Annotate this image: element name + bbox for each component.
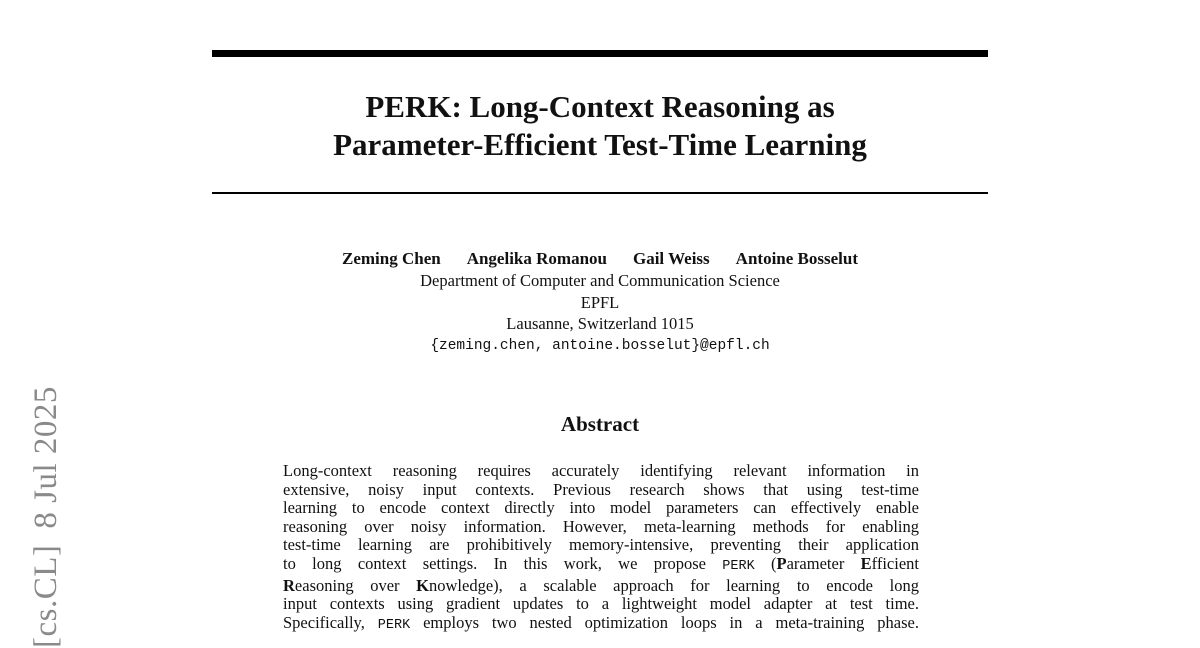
title-top-rule [212,50,988,57]
acronym-letter: P [776,554,787,573]
abstract-text: ( [754,554,777,573]
acronym-letter: K [416,576,430,595]
title-bottom-rule [212,192,988,194]
abstract-text: to long context settings. In this work, we propose [283,554,723,573]
abstract-text: nowledge), a scalable approach for learning to encode long [429,576,919,595]
abstract-line: extensive, noisy input contexts. Previous research shows that using test-time [283,480,919,499]
arxiv-stamp [26,386,66,648]
location: Lausanne, Switzerland 1015 [506,314,694,333]
author-email: {zeming.chen, antoine.bosselut}@epfl.ch [430,337,770,354]
acronym-letter: E [860,554,872,573]
abstract-text: employs two nested optimization loops in a meta-training phase. [410,613,919,632]
department: Department of Computer and Communication Science [420,271,780,290]
author-name: Angelika Romanou [466,249,607,268]
method-name: PERK [377,617,411,633]
author-name: Gail Weiss [632,249,710,268]
title-line-2: Parameter-Efficient Test-Time Learning [333,127,867,162]
author-block [212,248,988,357]
method-name: PERK [722,558,755,574]
abstract-text: Specifically, [283,613,378,632]
arxiv-category: [cs.CL] [28,544,64,648]
abstract-line: test-time learning are prohibitively memory-intensive, preventing their application [283,536,919,555]
abstract-text: easoning over [294,576,417,595]
author-name: Antoine Bosselut [735,249,858,268]
institution: EPFL [580,292,620,312]
abstract-line: learning to encode context directly into model parameters can effectively enable [283,499,919,518]
title-line-1: PERK: Long-Context Reasoning as [365,89,835,124]
abstract-text: arameter [786,554,861,573]
paper-title [212,88,988,164]
abstract-line [283,577,919,596]
author-name: Zeming Chen [341,249,441,268]
abstract-line [283,555,919,577]
abstract-line [283,614,919,636]
abstract-line: Long-context reasoning requires accurately identifying relevant information in [283,462,919,480]
abstract-body [283,462,919,635]
arxiv-date: 8 Jul 2025 [28,386,64,529]
abstract-line: input contexts using gradient updates to a lightweight model adapter at test time. [283,595,919,614]
abstract-heading: Abstract [560,412,640,436]
author-names [212,248,988,270]
acronym-letter: R [283,576,295,595]
abstract-line: reasoning over noisy information. However, meta-learning methods for enabling [283,517,919,536]
abstract-text: fficient [871,554,919,573]
